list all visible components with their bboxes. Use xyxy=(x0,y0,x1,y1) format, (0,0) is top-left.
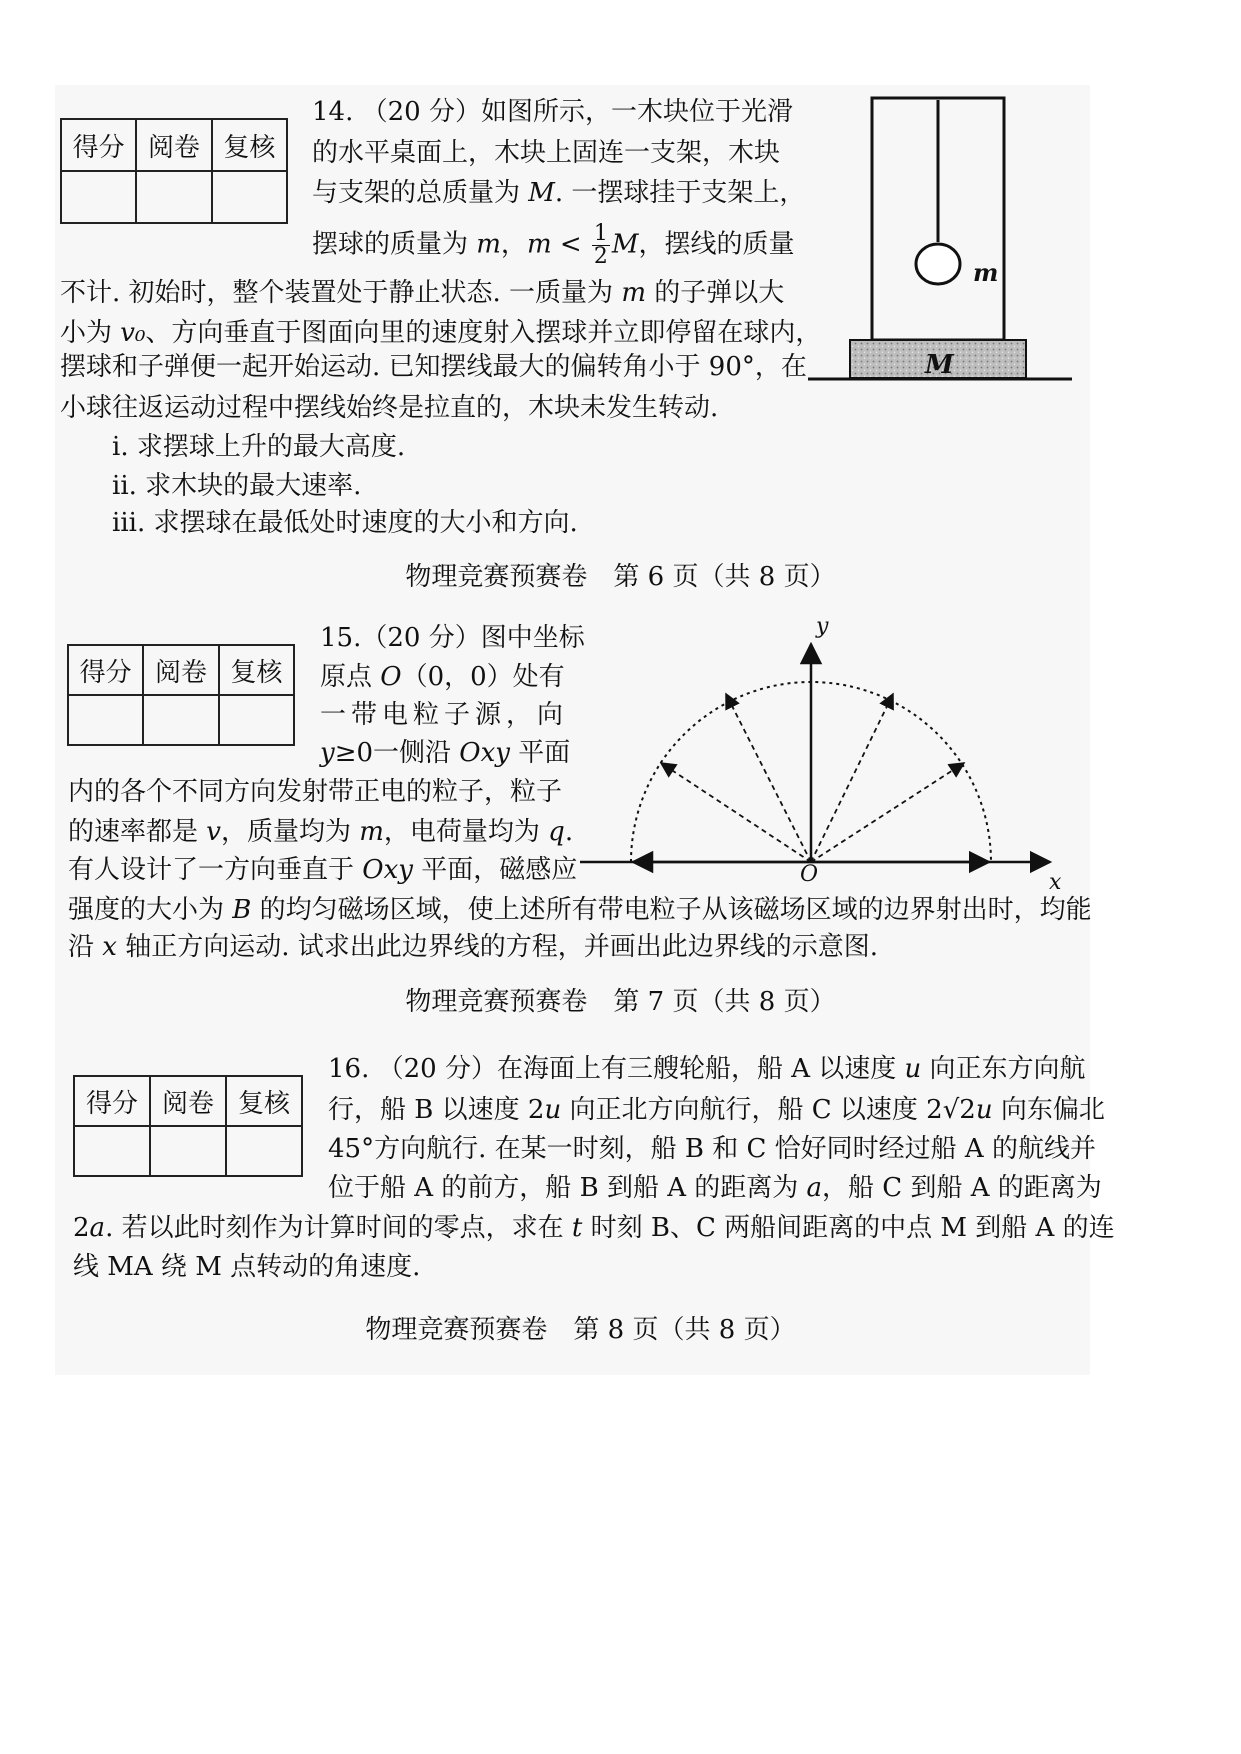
score-table-q14 xyxy=(60,118,288,224)
fraction-one-half: $\frac{1}{2}$ xyxy=(593,221,608,269)
pendulum-bob xyxy=(916,244,960,284)
score-header-score: 得分 xyxy=(74,1076,150,1126)
q15-line5: 内的各个不同方向发射带正电的粒子，粒子 xyxy=(68,777,563,807)
q15-line8: 强度的大小为 B 的均匀磁场区域，使上述所有带电粒子从该磁场区域的边界射出时，均能 xyxy=(68,895,1092,925)
x-axis-label: x xyxy=(1049,870,1062,895)
score-header-score: 得分 xyxy=(68,645,143,695)
q16-line2: 行，船 B 以速度 2u 向正北方向航行，船 C 以速度 2√2u 向东偏北 xyxy=(328,1095,1105,1125)
score-header-check: 复核 xyxy=(226,1076,302,1126)
footer-page-7: 物理竞赛预赛卷 第 7 页（共 8 页） xyxy=(405,987,836,1017)
score-header-score: 得分 xyxy=(61,119,136,171)
particle-source-figure xyxy=(575,612,1065,894)
velocity-arrow xyxy=(661,763,811,862)
score-header-review: 阅卷 xyxy=(136,119,211,171)
q14-line8: 小球往返运动过程中摆线始终是拉直的，木块未发生转动. xyxy=(60,393,719,423)
score-cell[interactable] xyxy=(212,171,287,223)
score-table-q15 xyxy=(67,644,295,746)
q14-line2: 的水平桌面上，木块上固连一支架，木块 xyxy=(312,138,781,168)
pendulum-figure xyxy=(800,90,1080,390)
q14-line4: 摆球的质量为 m，m < $\frac{1}{2}$ M，摆线的质量 xyxy=(312,221,795,269)
score-cell[interactable] xyxy=(68,695,143,745)
q16-line6: 线 MA 绕 M 点转动的角速度. xyxy=(73,1252,421,1282)
score-header-check: 复核 xyxy=(212,119,287,171)
score-cell[interactable] xyxy=(150,1126,226,1176)
score-cell[interactable] xyxy=(74,1126,150,1176)
q16-line4: 位于船 A 的前方，船 B 到船 A 的距离为 a，船 C 到船 A 的距离为 xyxy=(328,1173,1102,1203)
q14-line5: 不计. 初始时，整个装置处于静止状态. 一质量为 m 的子弹以大 xyxy=(60,278,785,308)
score-cell[interactable] xyxy=(143,695,218,745)
score-cell[interactable] xyxy=(136,171,211,223)
score-cell[interactable] xyxy=(226,1126,302,1176)
q16-line1: 16. （20 分）在海面上有三艘轮船，船 A 以速度 u 向正东方向航 xyxy=(328,1054,1086,1084)
score-header-review: 阅卷 xyxy=(143,645,218,695)
score-header-review: 阅卷 xyxy=(150,1076,226,1126)
footer-page-8: 物理竞赛预赛卷 第 8 页（共 8 页） xyxy=(365,1315,796,1345)
q15-line2: 原点 O（0，0）处有 xyxy=(320,662,565,692)
q14-item-1: i. 求摆球上升的最大高度. xyxy=(112,432,406,462)
q14-line1: 14. （20 分）如图所示，一木块位于光滑 xyxy=(312,97,793,127)
q16-line3: 45°方向航行. 在某一时刻，船 B 和 C 恰好同时经过船 A 的航线并 xyxy=(328,1134,1096,1164)
score-cell[interactable] xyxy=(219,695,294,745)
y-axis-label: y xyxy=(816,614,829,639)
block-mass-label: M xyxy=(925,350,954,380)
q14-item-3: iii. 求摆球在最低处时速度的大小和方向. xyxy=(112,508,578,538)
q15-line4: y≥0一侧沿 Oxy 平面 xyxy=(320,738,571,768)
velocity-arrow xyxy=(811,763,964,862)
score-cell[interactable] xyxy=(61,171,136,223)
velocity-arrow xyxy=(811,694,893,862)
q15-line9: 沿 x 轴正方向运动. 试求出此边界线的方程，并画出此边界线的示意图. xyxy=(68,932,878,962)
q15-line1: 15.（20 分）图中坐标 xyxy=(320,623,585,653)
q15-line3: 一带电粒子源，向 xyxy=(320,700,569,730)
q14-line7: 摆球和子弹便一起开始运动. 已知摆线最大的偏转角小于 90°，在 xyxy=(60,352,807,382)
bob-mass-label: m xyxy=(973,258,999,287)
footer-page-6: 物理竞赛预赛卷 第 6 页（共 8 页） xyxy=(405,562,836,592)
score-header-check: 复核 xyxy=(219,645,294,695)
q14-line3: 与支架的总质量为 M. 一摆球挂于支架上， xyxy=(312,178,806,208)
q15-line7: 有人设计了一方向垂直于 Oxy 平面，磁感应 xyxy=(68,855,578,885)
q15-line6: 的速率都是 v，质量均为 m，电荷量均为 q. xyxy=(68,817,574,847)
q14-line6: 小为 v₀、方向垂直于图面向里的速度射入摆球并立即停留在球内， xyxy=(60,318,822,348)
q16-line5: 2a. 若以此时刻作为计算时间的零点，求在 t 时刻 B、C 两船间距离的中点 M 到船 A 的连 xyxy=(73,1213,1115,1243)
q14-item-2: ii. 求木块的最大速率. xyxy=(112,471,362,501)
score-table-q16 xyxy=(73,1075,303,1177)
origin-label: O xyxy=(800,862,819,887)
velocity-arrow xyxy=(726,694,811,862)
